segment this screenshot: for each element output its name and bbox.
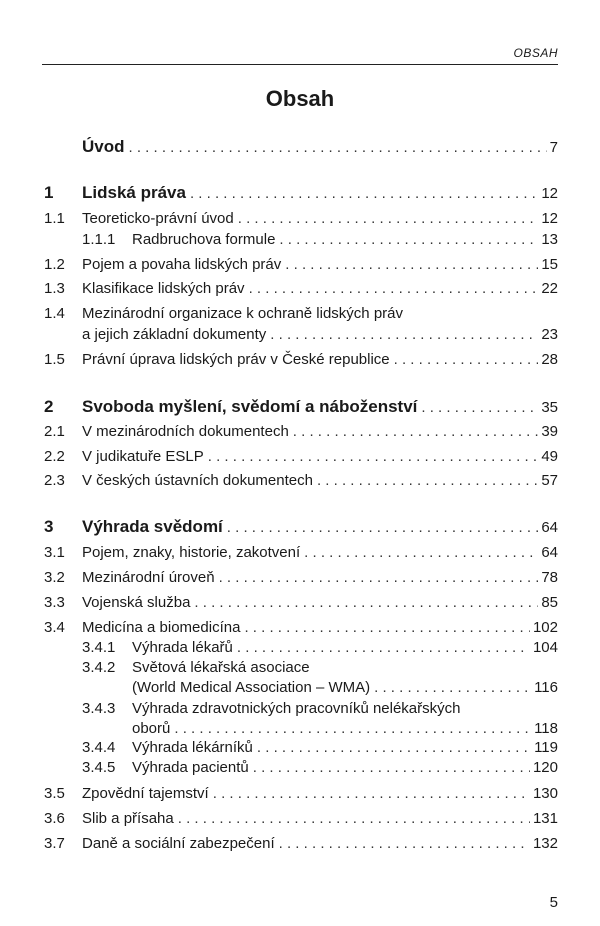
toc-leader <box>304 542 538 564</box>
toc-title: V českých ústavních dokumentech <box>82 472 313 489</box>
toc-number: 1.4 <box>44 305 65 322</box>
toc-title: Výhrada lékárníků <box>132 739 253 756</box>
toc-leader <box>270 324 538 346</box>
toc-leader <box>421 397 538 419</box>
toc-page: 119 <box>534 739 558 756</box>
toc-entry-uvod[interactable] <box>0 136 600 158</box>
toc-number: 3.2 <box>44 569 65 586</box>
toc-page: 57 <box>541 472 558 489</box>
toc-title-continuation: (World Medical Association – WMA) <box>132 679 371 696</box>
toc-leader <box>279 229 538 251</box>
toc-number: 2 <box>44 397 54 416</box>
toc-title: Svoboda myšlení, svědomí a náboženství <box>82 397 418 416</box>
toc-title: Klasifikace lidských práv <box>82 280 245 297</box>
toc-number: 2.1 <box>44 423 65 440</box>
toc-page: 15 <box>541 256 558 273</box>
toc-entry-3-4[interactable] <box>0 617 600 639</box>
toc-number: 3.7 <box>44 835 65 852</box>
toc-entry-3-3[interactable] <box>0 592 600 614</box>
toc-page: 35 <box>541 399 558 416</box>
toc-title: Výhrada pacientů <box>132 759 249 776</box>
toc-page: 12 <box>541 185 558 202</box>
toc-title: Pojem, znaky, historie, zakotvení <box>82 544 301 561</box>
toc-entry-1-4[interactable] <box>0 303 600 325</box>
toc-title: Pojem a povaha lidských práv <box>82 256 282 273</box>
toc-title: V mezinárodních dokumentech <box>82 423 289 440</box>
toc-entry-3-1[interactable] <box>0 542 600 564</box>
toc-title: Výhrada svědomí <box>82 517 223 536</box>
toc-leader <box>129 137 547 159</box>
toc-number: 1.2 <box>44 256 65 273</box>
toc-leader <box>238 208 539 230</box>
toc-page: 28 <box>541 351 558 368</box>
toc-leader <box>317 470 538 492</box>
toc-number: 2.3 <box>44 472 65 489</box>
toc-entry-3-4-5[interactable] <box>0 757 600 779</box>
header-rule <box>42 64 558 65</box>
toc-title: Úvod <box>82 137 125 156</box>
toc-number: 3.3 <box>44 594 65 611</box>
toc-leader <box>237 637 530 659</box>
toc-entry-3-5[interactable] <box>0 783 600 805</box>
toc-title: Zpovědní tajemství <box>82 785 209 802</box>
toc-entry-2-1[interactable] <box>0 421 600 443</box>
toc-page: 7 <box>549 139 558 156</box>
toc-title: Mezinárodní úroveň <box>82 569 215 586</box>
toc-entry-chapter-2[interactable] <box>0 396 600 418</box>
toc-number: 1.1.1 <box>82 231 116 248</box>
toc-number: 3.4.3 <box>82 700 116 717</box>
toc-page: 22 <box>541 280 558 297</box>
toc-leader <box>257 737 531 759</box>
toc-page: 49 <box>541 448 558 465</box>
toc-title-continuation: oborů <box>132 720 171 737</box>
toc-page: 78 <box>541 569 558 586</box>
toc-leader <box>293 421 539 443</box>
toc-leader <box>208 446 539 468</box>
toc-title: Mezinárodní organizace k ochraně lidských práv <box>82 305 403 322</box>
toc-title: Radbruchova formule <box>132 231 276 248</box>
toc-leader <box>285 254 538 276</box>
toc-number: 3.4 <box>44 619 65 636</box>
toc-entry-chapter-3[interactable] <box>0 516 600 538</box>
page-title: Obsah <box>265 86 335 111</box>
toc-entry-3-7[interactable] <box>0 833 600 855</box>
toc-leader <box>253 757 530 779</box>
toc-number: 3.4.4 <box>82 739 116 756</box>
toc-title: Právní úprava lidských práv v České republice <box>82 351 390 368</box>
toc-number: 2.2 <box>44 448 65 465</box>
toc-page: 39 <box>541 423 558 440</box>
toc-entry-3-4-4[interactable] <box>0 737 600 759</box>
toc-number: 1.5 <box>44 351 65 368</box>
toc-page: 130 <box>532 785 558 802</box>
toc-title: Světová lékařská asociace <box>132 659 310 676</box>
toc-page: 64 <box>541 519 558 536</box>
toc-title: Výhrada lékařů <box>132 639 233 656</box>
toc-page: 116 <box>534 679 558 696</box>
toc-page: 118 <box>534 720 558 737</box>
toc-title: Vojenská služba <box>82 594 191 611</box>
toc-number: 3.4.1 <box>82 639 116 656</box>
toc-entry-3-4-3[interactable] <box>0 698 600 720</box>
toc-entry-3-4-2[interactable] <box>0 657 600 679</box>
toc-title: V judikatuře ESLP <box>82 448 204 465</box>
toc-page: 13 <box>541 231 558 248</box>
toc-entry-1-2[interactable] <box>0 254 600 276</box>
toc-entry-3-4-2-cont[interactable] <box>0 677 600 699</box>
toc-number: 3.4.5 <box>82 759 116 776</box>
toc-leader <box>394 349 539 371</box>
toc-title-continuation: a jejich základní dokumenty <box>82 326 267 343</box>
toc-title: Medicína a biomedicína <box>82 619 241 636</box>
toc-entry-3-4-1[interactable] <box>0 637 600 659</box>
toc-title: Výhrada zdravotnických pracovníků nelékařských <box>132 700 461 717</box>
toc-entry-1-3[interactable] <box>0 278 600 300</box>
toc-title: Daně a sociální zabezpečení <box>82 835 275 852</box>
toc-entry-chapter-1[interactable] <box>0 182 600 204</box>
toc-leader <box>244 617 530 639</box>
toc-page: 131 <box>532 810 558 827</box>
toc-leader <box>219 567 539 589</box>
toc-leader <box>249 278 539 300</box>
toc-title: Lidská práva <box>82 183 186 202</box>
running-head: OBSAH <box>513 46 558 60</box>
toc-number: 1.3 <box>44 280 65 297</box>
toc-number: 3.4.2 <box>82 659 116 676</box>
toc-page: 85 <box>541 594 558 611</box>
toc-entry-3-6[interactable] <box>0 808 600 830</box>
toc-title: Teoreticko-právní úvod <box>82 210 234 227</box>
toc-leader <box>213 783 530 805</box>
toc-number: 3.1 <box>44 544 65 561</box>
toc-entry-2-2[interactable] <box>0 446 600 468</box>
toc-number: 3 <box>44 517 54 536</box>
toc-entry-3-2[interactable] <box>0 567 600 589</box>
page-number: 5 <box>549 894 558 911</box>
toc-page: 23 <box>541 326 558 343</box>
toc-page: 12 <box>541 210 558 227</box>
toc-leader <box>190 183 538 205</box>
toc-title: Slib a přísaha <box>82 810 174 827</box>
toc-leader <box>279 833 530 855</box>
toc-page: 104 <box>532 639 558 656</box>
toc-entry-1-1-1[interactable] <box>0 229 600 251</box>
toc-number: 1 <box>44 183 54 202</box>
toc-page: 132 <box>532 835 558 852</box>
toc-number: 3.6 <box>44 810 65 827</box>
toc-leader <box>178 808 530 830</box>
toc-entry-2-3[interactable] <box>0 470 600 492</box>
toc-number: 1.1 <box>44 210 65 227</box>
toc-leader <box>227 517 539 539</box>
toc-page: 102 <box>532 619 558 636</box>
toc-page: 120 <box>532 759 558 776</box>
toc-entry-1-4-cont[interactable] <box>0 324 600 346</box>
toc-page: 64 <box>541 544 558 561</box>
toc-entry-1-1[interactable] <box>0 208 600 230</box>
toc-leader <box>194 592 538 614</box>
toc-leader <box>374 677 531 699</box>
toc-entry-1-5[interactable] <box>0 349 600 371</box>
toc-number: 3.5 <box>44 785 65 802</box>
